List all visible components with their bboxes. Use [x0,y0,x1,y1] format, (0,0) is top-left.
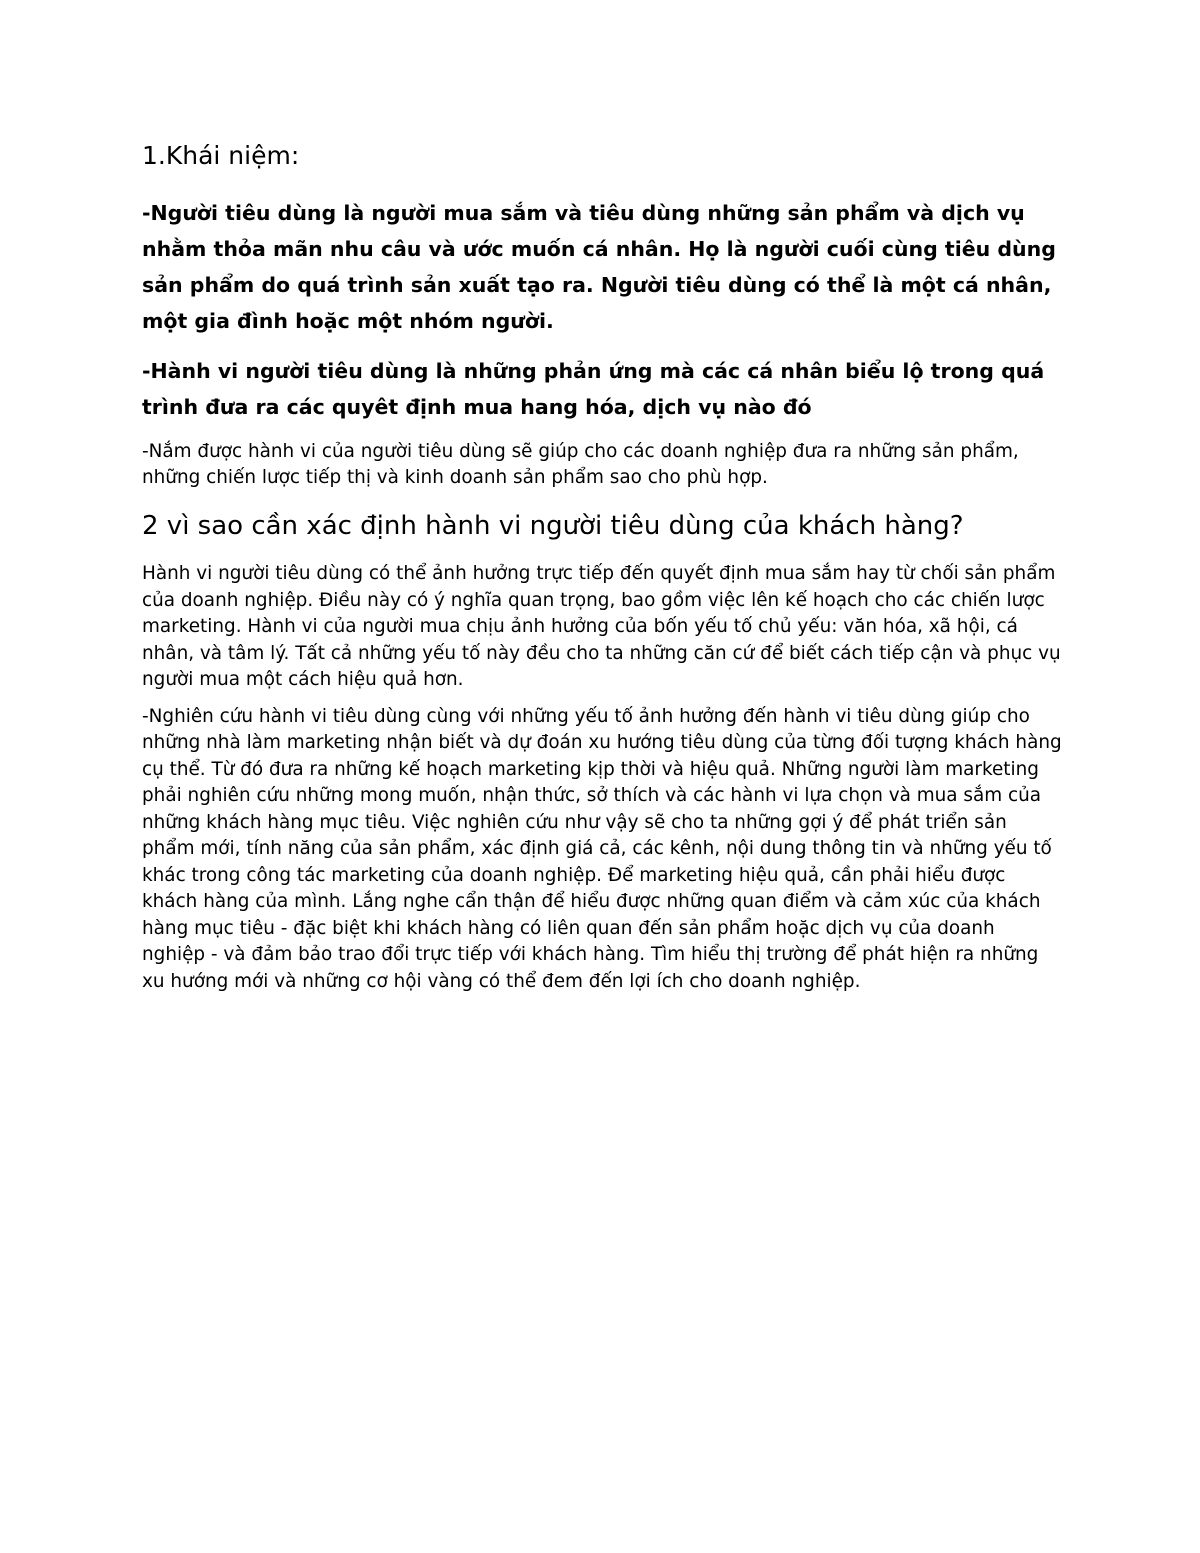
behavior-influence-paragraph: Hành vi người tiêu dùng có thể ảnh hưởng trực tiếp đến quyết định mua sắm hay từ chối sản phẩm của doanh nghiệp. Điều này có ý nghĩa quan trọng, bao gồm việc lên kế hoạch cho các chiến lược marketing. Hành vi của người mua chịu ảnh hưởng của bốn yếu tố chủ yếu: văn hóa, xã hội, cá nhân, và tâm lý. Tất cả những yếu tố này đều cho ta những căn cứ để biết cách tiếp cận và phục vụ người mua một cách hiệu quả hơn. [142,563,1061,691]
behavior-benefit-paragraph: -Nắm được hành vi của người tiêu dùng sẽ giúp cho các doanh nghiệp đưa ra những sản phẩm, những chiến lược tiếp thị và kinh doanh sản phẩm sao cho phù hợp. [142,440,1019,488]
section1-heading: 1.Khái niệm: [142,141,300,170]
document-page [142,140,1062,1005]
behavior-research-paragraph: -Nghiên cứu hành vi tiêu dùng cùng với những yếu tố ảnh hưởng đến hành vi tiêu dùng giúp cho những nhà làm marketing nhận biết và dự đoán xu hướng tiêu dùng của từng đối tượng khách hàng cụ thể. Từ đó đưa ra những kế hoạch marketing kịp thời và hiệu quả. Những người làm marketing phải nghiên cứu những mong muốn, nhận thức, sở thích và các hành vi lựa chọn và mua sắm của những khách hàng mục tiêu. Việc nghiên cứu như vậy sẽ cho ta những gợi ý để phát triển sản phẩm mới, tính năng của sản phẩm, xác định giá cả, các kênh, nội dung thông tin và những yếu tố khác trong công tác marketing của doanh nghiệp. Để marketing hiệu quả, cần phải hiểu được khách hàng của mình. Lắng nghe cẩn thận để hiểu được những quan điểm và cảm xúc của khách hàng mục tiêu - đặc biệt khi khách hàng có liên quan đến sản phẩm hoặc dịch vụ của doanh nghiệp - và đảm bảo trao đổi trực tiếp với khách hàng. Tìm hiểu thị trường để phát hiện ra những xu hướng mới và những cơ hội vàng có thể đem đến lợi ích cho doanh nghiệp. [142,705,1062,992]
consumer-behavior-definition-paragraph: -Hành vi người tiêu dùng là những phản ứng mà các cá nhân biểu lộ trong quá trình đưa ra các quyêt định mua hang hóa, dịch vụ nào đó [142,358,1045,419]
consumer-definition-paragraph: -Người tiêu dùng là người mua sắm và tiêu dùng những sản phẩm và dịch vụ nhằm thỏa mãn nhu câu và ước muốn cá nhân. Họ là người cuối cùng tiêu dùng sản phẩm do quá trình sản xuất tạo ra. Người tiêu dùng có thể là một cá nhân, một gia đình hoặc một nhóm người. [142,200,1056,333]
section2-heading: 2 vì sao cần xác định hành vi người tiêu dùng của khách hàng? [142,510,964,541]
